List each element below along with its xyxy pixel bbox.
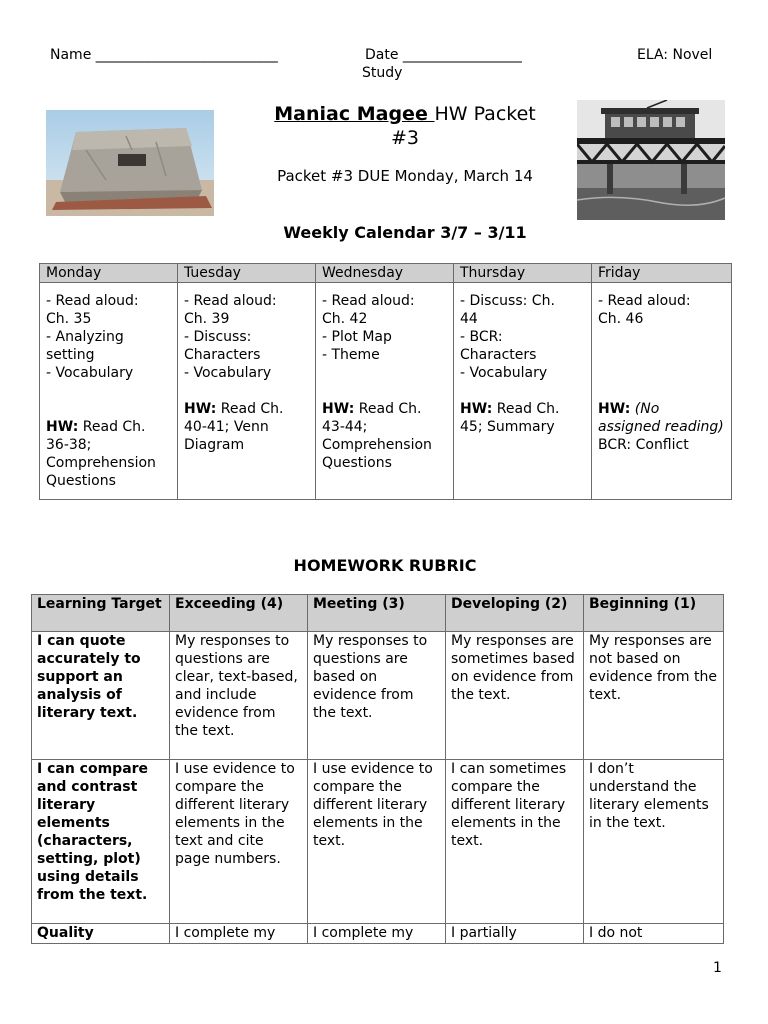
rubric-title: HOMEWORK RUBRIC [293,556,477,575]
rubric-cell: I use evidence to compare the different literary elements in the text and cite page numbers. [170,760,308,924]
weekly-calendar-table [39,263,732,500]
day-activities: - Read aloud: Ch. 39 - Discuss: Characters - Vocabulary [184,293,277,381]
learning-target: Quality [32,924,170,944]
date-field-label: Date _________________ [365,47,522,63]
rubric-cell: My responses to questions are based on evidence from the text. [308,632,446,760]
hw-text: Read Ch. 40-41; Venn Diagram [184,401,284,453]
hw-label: HW: [46,419,79,435]
calendar-header-row [40,264,732,283]
day-homework [184,400,309,454]
day-header: Thursday [454,264,592,283]
rubric-cell: I don’t understand the literary elements in the text. [584,760,724,924]
day-header: Wednesday [316,264,454,283]
hw-text: Read Ch. 45; Summary [460,401,560,435]
packet-title [240,102,570,150]
rubric-row [32,924,724,944]
calendar-title: Weekly Calendar 3/7 – 3/11 [283,223,527,242]
rubric-cell: I do not [584,924,724,944]
day-homework [322,400,447,472]
rubric-header: Beginning (1) [584,595,724,632]
day-cell-wednesday [316,283,454,500]
homework-rubric-table [31,594,724,944]
hw-label: HW: [460,401,493,417]
hw-text: BCR: Conflict [598,437,689,453]
hw-label: HW: [184,401,217,417]
day-cell-friday [592,283,732,500]
rubric-row [32,760,724,924]
rubric-cell: I use evidence to compare the different literary elements in the text. [308,760,446,924]
day-homework [460,400,585,436]
rubric-cell: I complete my [170,924,308,944]
rubric-cell: My responses are not based on evidence from the text. [584,632,724,760]
title-number: #3 [390,127,419,149]
due-date: Packet #3 DUE Monday, March 14 [277,167,533,185]
rubric-header: Meeting (3) [308,595,446,632]
rubric-cell: My responses are sometimes based on evidence from the text. [446,632,584,760]
learning-target: I can compare and contrast literary elements (characters, setting, plot) using details from the text. [32,760,170,924]
day-activities: - Read aloud: Ch. 46 [598,293,691,327]
day-header: Tuesday [178,264,316,283]
subject-label: ELA: Novel [637,47,713,63]
rubric-header-row [32,595,724,632]
rubric-cell: My responses to questions are clear, text-based, and include evidence from the text. [170,632,308,760]
day-cell-monday [40,283,178,500]
day-cell-thursday [454,283,592,500]
rubric-header: Developing (2) [446,595,584,632]
hw-label: HW: [598,401,631,417]
rubric-cell: I can sometimes compare the different literary elements in the text. [446,760,584,924]
hw-label: HW: [322,401,355,417]
bunker-photo [46,110,214,216]
day-activities: - Discuss: Ch. 44 - BCR: Characters - Vocabulary [460,293,555,381]
hw-text: Read Ch. 36-38; Comprehension Questions [46,419,156,489]
study-label: Study [362,65,403,81]
day-header: Monday [40,264,178,283]
rubric-header: Exceeding (4) [170,595,308,632]
page-number: 1 [713,960,722,976]
rubric-header: Learning Target [32,595,170,632]
calendar-body-row [40,283,732,500]
day-homework [46,418,171,490]
rubric-cell: I complete my [308,924,446,944]
day-cell-tuesday [178,283,316,500]
hw-text: Read Ch. 43-44; Comprehension Questions [322,401,432,471]
rubric-row [32,632,724,760]
name-field-label: Name __________________________ [50,47,278,63]
day-header: Friday [592,264,732,283]
novel-title: Maniac Magee [274,103,435,125]
learning-target: I can quote accurately to support an analysis of literary text. [32,632,170,760]
hw-italic-note: (No assigned reading) [598,401,724,435]
day-homework [598,400,725,454]
title-rest: HW Packet [434,103,536,125]
day-activities: - Read aloud: Ch. 42 - Plot Map - Theme [322,293,415,363]
rubric-cell: I partially [446,924,584,944]
day-activities: - Read aloud: Ch. 35 - Analyzing setting - Vocabulary [46,293,139,381]
trolley-bridge-photo [577,100,725,220]
